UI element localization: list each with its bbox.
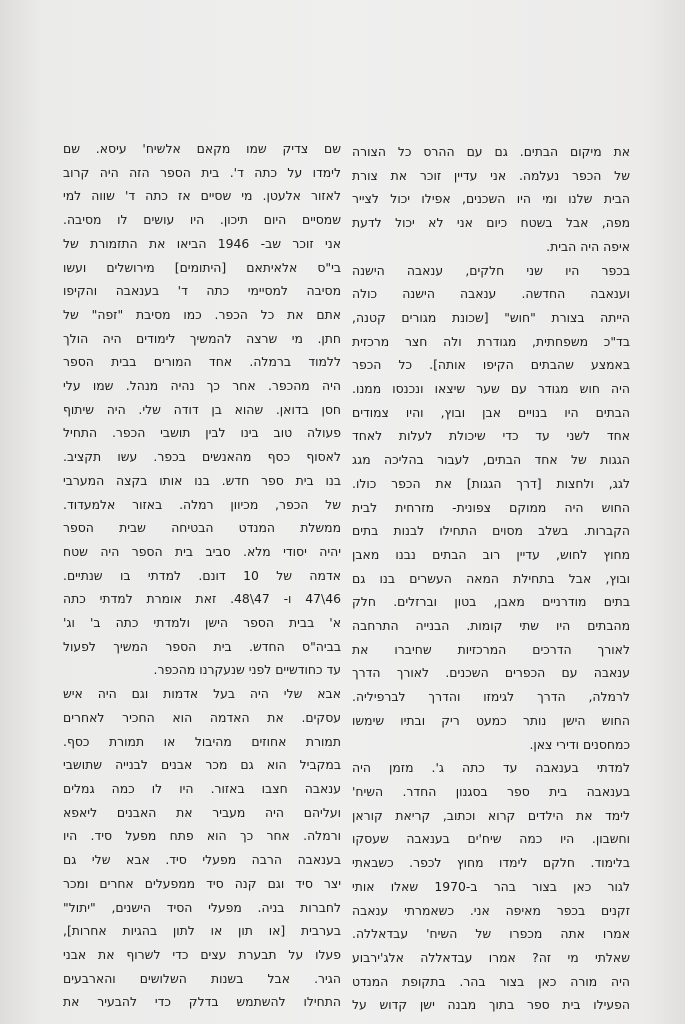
text-line: ועליהם היה מעביר את האבנים ליאפא: [63, 804, 341, 820]
text-line: הקברות. בשלב מסוים התחילו לבנות בתים: [352, 523, 630, 539]
text-line: ובוץ, אבל בתחילת המאה העשרים בנו גם: [352, 570, 630, 586]
text-line: בנו בית ספר חדש. בנו אותו בקצה המערבי: [63, 472, 341, 488]
text-line: לאסוף כסף מהאנשים בכפר. עשו תקציב.: [63, 449, 341, 465]
text-line: החוש היה ממוקם צפונית- מזרחית לבית: [352, 499, 630, 515]
text-line: לרמלה, הדרך לגימזו והדרך לברפיליה.: [352, 689, 630, 705]
text-line: לחברות בניה. מפעלי הסיד הישנים, "יתול": [63, 899, 341, 915]
text-line: הגיר. אבל בשנות השלושים והארבעים: [63, 970, 341, 986]
text-line: וחשבון. היו כמה שיח'ים בענאבה שעסקו: [352, 831, 630, 847]
text-line: לימדו על כתה ד'. בית הספר הזה היה קרוב: [63, 164, 341, 180]
text-line: יצר סיד וגם קנה סיד ממפעלים אחרים ומכר: [63, 875, 341, 891]
text-line: לימד את הילדים קרוא וכתוב, קריאת קוראן: [352, 807, 630, 823]
text-line: הגגות של אחד הבתים, לעבור בהליכה מגג: [352, 452, 630, 468]
text-line: מהבתים היו שתי קומות. הבנייה התרחבה: [352, 618, 630, 634]
text-line: הפעילו בית ספר בתוך מבנה ישן קדוש על: [352, 997, 630, 1013]
text-line: מסיבה למסיימי כתה ד' בענאבה והקיפו: [63, 283, 341, 299]
text-line: א' בבית הספר הישן ולמדתי כתה ב' וג': [63, 615, 341, 631]
text-line: וענאבה החדשה. ענאבה הישנה כולה: [352, 286, 630, 302]
text-line: זקנים בכפר מאיפה אני. כשאמרתי ענאבה: [352, 902, 630, 918]
text-line: 46\47 ו- 47\48. זאת אומרת למדתי כתה: [63, 591, 341, 607]
text-line: אבא שלי היה בעל אדמות וגם היה איש: [63, 686, 341, 702]
text-line: של הכפר נעלמה. אני עדיין זוכר את צורת: [352, 167, 630, 183]
text-line: אחד לשני עד כדי שיכולת לעלות לאחד: [352, 428, 630, 444]
text-line: היה חוש מגודר עם שער שיצאו ונכנסו ממנו.: [352, 381, 630, 397]
text-line: מחוץ לחוש, עדיין רוב הבתים נבנו מאבן: [352, 546, 630, 562]
text-line: היה מהכפר. אחר כך נהיה מנהל. שמו עלי: [63, 378, 341, 394]
text-line: חסן בדואן. שהוא בן דודה שלי. היה שיתוף: [63, 401, 341, 417]
text-line: כמחסנים ודירי צאן.: [529, 736, 630, 752]
left-text-column: [63, 137, 341, 1014]
right-text-column: [352, 140, 630, 1017]
text-line: ללמוד ברמלה. אחד המורים בבית הספר: [63, 354, 341, 370]
text-line: לגור כאן בצור בהר ב-1970 שאלו אותי: [352, 878, 630, 894]
text-line: ורמלה. אחר כך הוא פתח מפעל סיד. היו: [63, 828, 341, 844]
text-line: פעלו על תבערת עצים כדי לשרוף את אבני: [63, 946, 341, 962]
text-line: ענאבה חצבו באזור. היו לו כמה גמלים: [63, 780, 341, 796]
text-line: של הכפר, מכיוון רמלה. באזור אלמעדוד.: [63, 496, 341, 512]
text-line: למדתי בענאבה עד כתה ג'. מזמן היה: [352, 760, 630, 776]
text-line: לגג, ולחצות [דרך הגגות] את הכפר כולו.: [352, 475, 630, 491]
text-line: אדמה של 10 דונם. למדתי בו שנתיים.: [63, 567, 341, 583]
text-line: בד"כ משפחתית, מגודרת ולה חצר מרכזית: [352, 333, 630, 349]
text-line: היה מורה כאן בצור בהר. בתקופת המנדט: [352, 973, 630, 989]
text-line: מפה, אבל בשטח כיום אני לא יכול לדעת: [352, 215, 630, 231]
text-line: שמסיים היום תיכון. היו עושים לו מסיבה.: [63, 212, 341, 228]
text-line: לאזור אלעטן. מי שסיים אז כתה ד' שווה למי: [63, 188, 341, 204]
text-line: בלימוד. חלקם לימדו מחוץ לכפר. כשבאתי: [352, 855, 630, 871]
text-line: אמרו אתה מכפרו של השיח' עבדאללה.: [352, 926, 630, 942]
text-line: החוש הישן נותר כמעט ריק ובתיו שימשו: [352, 712, 630, 728]
text-line: בענאבה בית ספר בסגנון החדר. השיח': [352, 783, 630, 799]
text-line: ממשלת המנדט הבטיחה שבית הספר: [63, 520, 341, 536]
text-line: הבתים היו בנויים אבן ובוץ, והיו צמודים: [352, 404, 630, 420]
text-line: התחילו להשתמש בדלק כדי להבעיר את: [63, 994, 341, 1010]
text-line: בתים מודרניים מאבן, בטון וברזלים. חלק: [352, 594, 630, 610]
text-line: אתם את כל הכפר. כמו מסיבת "זפה" של: [63, 306, 341, 322]
text-line: עסקים. את האדמה הוא החכיר לאחרים: [63, 709, 341, 725]
text-line: חתן. מי שרצה להמשיך לימודים היה הולך: [63, 330, 341, 346]
text-line: איפה היה הבית.: [546, 238, 630, 254]
text-line: הבית שלנו ומי היו השכנים, אפילו יכול לצייר: [352, 191, 630, 207]
text-line: את מיקום הבתים. גם עם ההרס כל הצורה: [352, 144, 630, 159]
text-line: באמצע שהבתים הקיפו אותה]. כל הכפר: [352, 357, 630, 373]
text-line: בערבית [או תון או לתון בהגיות אחרות],: [63, 923, 341, 939]
text-line: בענאבה הרבה מפעלי סיד. אבא שלי גם: [63, 852, 341, 868]
text-line: ענאבה עם הכפרים השכנים. לאורך הדרך: [352, 665, 630, 681]
text-line: שאלתי מי זה? אמרו עבדאללה אלג'ירבוע: [352, 949, 630, 965]
text-line: פעולה טוב בינו לבין תושבי הכפר. התחיל: [63, 425, 341, 441]
text-line: אני זוכר שב- 1946 הביאו את התזמורת של: [63, 235, 341, 251]
text-line: עד כחודשיים לפני שנעקרנו מהכפר.: [153, 662, 341, 678]
text-line: בכפר היו שני חלקים, ענאבה הישנה: [352, 262, 630, 278]
text-line: תמורת אחוזים מהיבול או תמורת כסף.: [63, 733, 341, 749]
text-line: לאורך הדרכים המרכזיות שחיברו את: [352, 641, 630, 657]
text-line: בביה"ס החדש. בית הספר המשיך לפעול: [63, 638, 341, 654]
text-line: במקביל הוא גם מכר אבנים לבנייה שתושבי: [63, 757, 341, 773]
text-line: שם צדיק שמו מקאם אלשיח' עיסא. שם: [63, 141, 341, 156]
text-line: הייתה בצורת "חוש" [שכונת מגורים קטנה,: [352, 309, 630, 325]
text-line: בי"ס אלאיתאם [היתומים] מירושלים ועשו: [63, 259, 341, 275]
text-line: יהיה יסודי מלא. סביב בית הספר היה שטח: [63, 543, 341, 559]
